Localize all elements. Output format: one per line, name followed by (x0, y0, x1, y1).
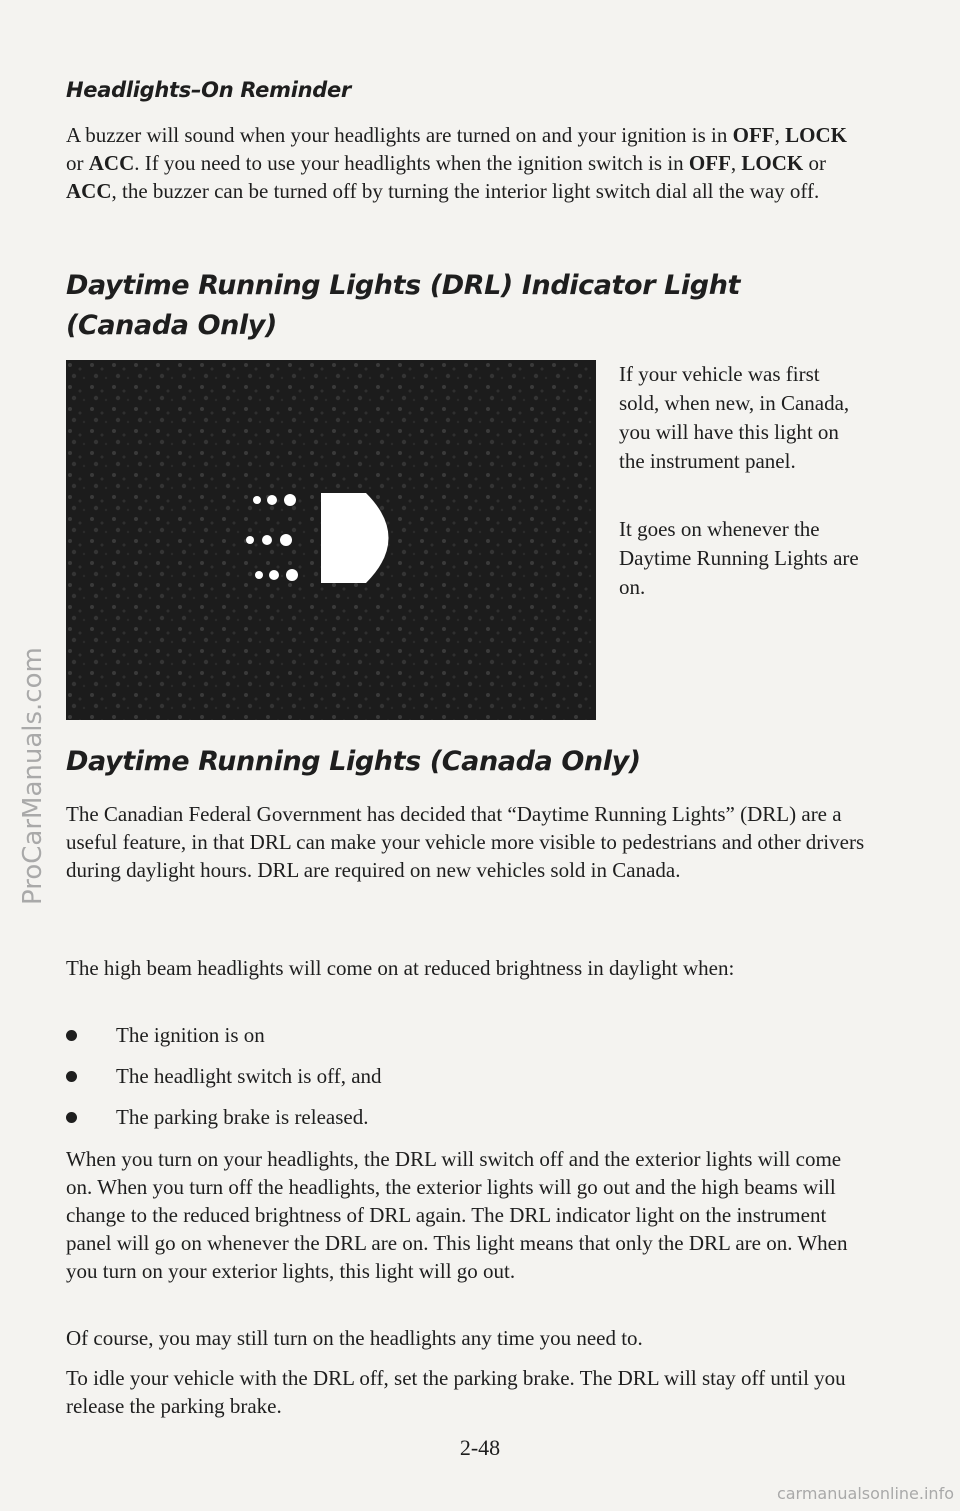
drl-indicator-text-1: If your vehicle was first sold, when new, in Canada, you will have this light on the instrument panel. (619, 362, 850, 473)
drl-canada-paragraph-1: The Canadian Federal Government has decided that “Daytime Running Lights” (DRL) are a useful feature, in that DRL can make your vehicle more visible to pedestrians and other drivers during daylight hours. DRL are required on new vehicles sold in Canada. (66, 802, 865, 882)
drl-indicator-text-2: It goes on whenever the Daytime Running Lights are on. (619, 517, 859, 599)
switch-position-label: OFF (688, 151, 731, 175)
list-item-text: The ignition is on (116, 1023, 265, 1047)
paragraph-text-run: , (774, 123, 786, 147)
list-item-text: The parking brake is released. (116, 1105, 369, 1129)
switch-position-label: ACC (66, 179, 112, 203)
paragraph-text-run: or (803, 151, 827, 175)
switch-position-label: LOCK (741, 151, 804, 175)
instrument-panel-background (66, 360, 596, 720)
bullet-icon (66, 1030, 77, 1041)
paragraph-text-run: or (66, 151, 89, 175)
list-item-text: The headlight switch is off, and (116, 1064, 382, 1088)
switch-position-label: LOCK (785, 123, 847, 147)
drl-indicator-heading-line1: Daytime Running Lights (DRL) Indicator Light (66, 270, 741, 301)
paragraph-text-run: . If you need to use your headlights when the ignition switch is in (134, 151, 689, 175)
paragraph-text-run: A buzzer will sound when your headlights are turned on and your ignition is in (66, 123, 733, 147)
drl-indicator-figure (66, 360, 596, 720)
watermark-bottom: carmanualsonline.info (776, 1484, 954, 1503)
drl-canada-paragraph-5: To idle your vehicle with the DRL off, set the parking brake. The DRL will stay off until you release the parking brake. (66, 1366, 846, 1418)
bullet-icon (66, 1112, 77, 1123)
headlights-on-reminder-heading: Headlights–On Reminder (66, 78, 351, 102)
paragraph-text-run: , the buzzer can be turned off by turning the interior light switch dial all the way off. (111, 179, 820, 203)
switch-position-label: OFF (732, 123, 775, 147)
switch-position-label: ACC (88, 151, 135, 175)
drl-canada-heading: Daytime Running Lights (Canada Only) (66, 746, 641, 777)
drl-canada-paragraph-3: When you turn on your headlights, the DRL will switch off and the exterior lights will come on. When you turn off the headlights, the exterior lights will go out and the high beams will change to the reduced brightness of DRL again. The DRL indicator light on the instrument panel will go on whenever the DRL are on. This light means that only the DRL are on. When you turn on your exterior lights, this light will go out. (66, 1147, 848, 1283)
bullet-icon (66, 1071, 77, 1082)
watermark-left: ProCarManuals.com (18, 647, 48, 905)
drl-canada-paragraph-2: The high beam headlights will come on at reduced brightness in daylight when: (66, 956, 735, 980)
drl-indicator-heading-line2: (Canada Only) (66, 310, 277, 341)
page-number: 2-48 (459, 1435, 501, 1460)
headlights-on-reminder-paragraph (66, 121, 866, 205)
drl-canada-paragraph-4: Of course, you may still turn on the headlights any time you need to. (66, 1326, 643, 1350)
paragraph-text-run: , (730, 151, 742, 175)
